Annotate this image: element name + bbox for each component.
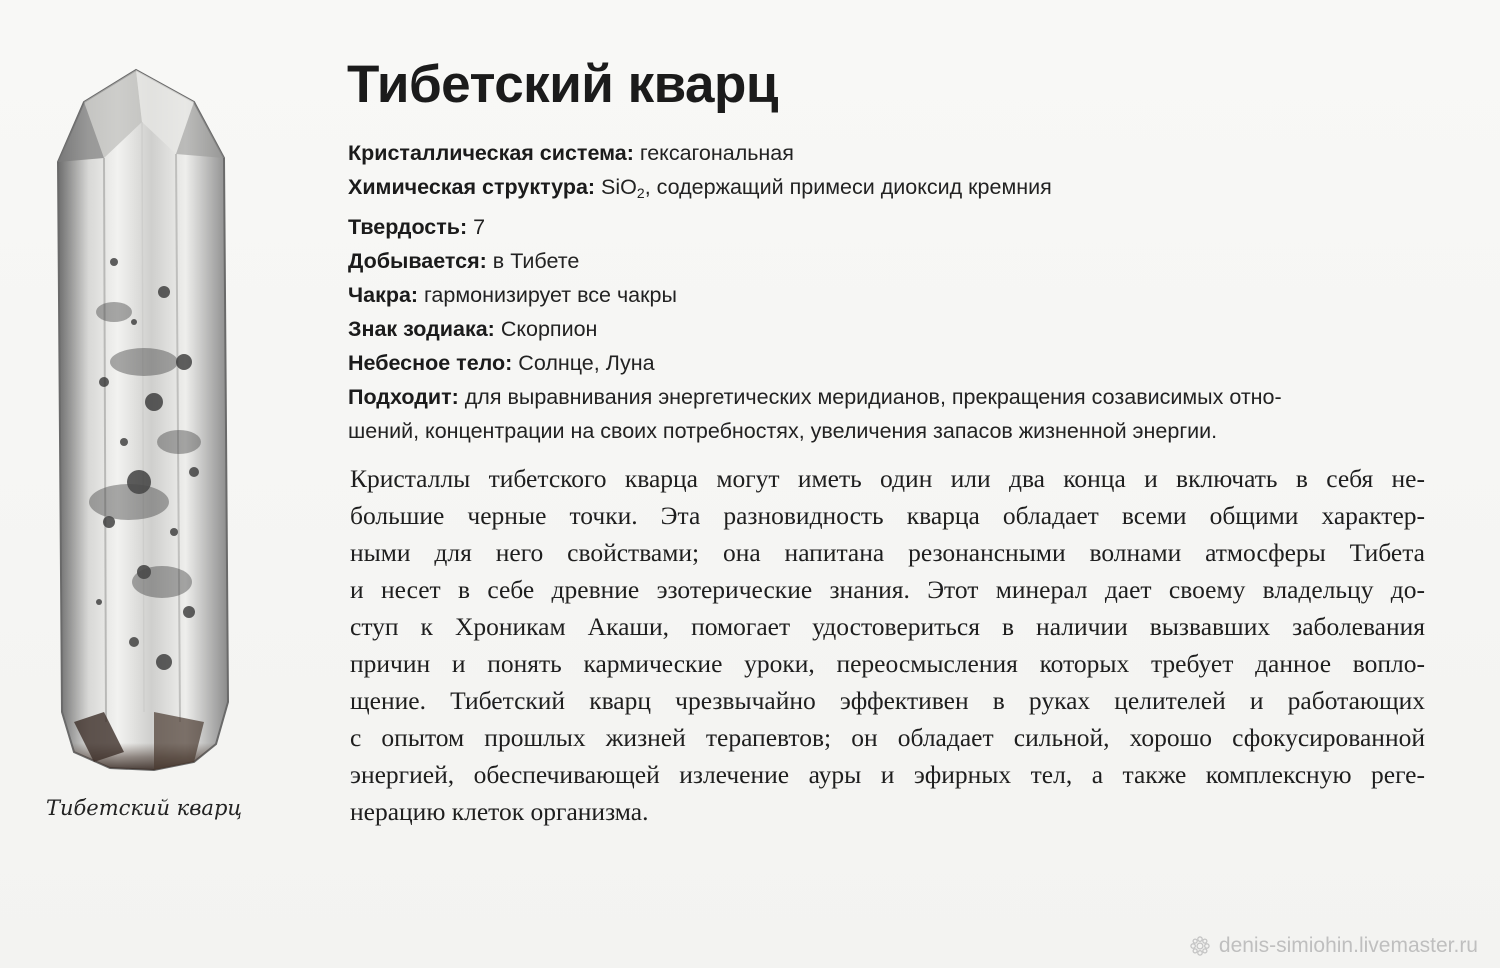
property-value: 7: [467, 215, 486, 239]
property-hardness: [348, 210, 1428, 244]
property-crystal-system: [348, 136, 1428, 170]
property-value: для выравнивания энергетических меридианов, прекращения созависимых отно-: [458, 385, 1282, 409]
property-chakra: [348, 278, 1428, 312]
property-label: Химическая структура:: [348, 175, 596, 199]
property-celestial: [348, 346, 1428, 380]
description-line: большие черные точки. Эта разновидность кварца обладает всеми общими характер-: [350, 501, 1425, 530]
property-label: Добывается:: [348, 249, 487, 273]
property-chemical-structure: [348, 170, 1428, 210]
property-value: Скорпион: [494, 317, 598, 341]
property-label: Чакра:: [348, 283, 419, 307]
property-value: гексагональная: [633, 141, 794, 165]
property-label: Небесное тело:: [348, 351, 513, 375]
property-value: в Тибете: [486, 249, 580, 273]
image-caption: Тибетский кварц: [45, 796, 243, 820]
properties-list: [348, 136, 1428, 448]
property-label: Подходит:: [348, 385, 459, 409]
property-value: гармонизирует все чакры: [418, 283, 677, 307]
formula-main: SiO: [595, 175, 637, 199]
property-label: Кристаллическая система:: [348, 141, 634, 165]
property-suits-line: шений, концентрации на своих потребностях, увеличения запасов жизненной энергии.: [348, 419, 1218, 443]
property-mined: [348, 244, 1428, 278]
property-zodiac: [348, 312, 1428, 346]
gear-flower-icon: [1189, 935, 1211, 957]
description-line: щение. Тибетский кварц чрезвычайно эффективен в руках целителей и работающих: [350, 686, 1425, 715]
description-line: ступ к Хроникам Акаши, помогает удостовериться в наличии вызвавших заболевания: [350, 612, 1425, 641]
description-paragraph: [350, 460, 1425, 830]
page-title: Тибетский кварц: [347, 55, 778, 114]
description-line: причин и понять кармические уроки, переосмысления которых требует данное вопло-: [350, 649, 1425, 678]
description-line: с опытом прошлых жизней терапевтов; он обладает сильной, хорошо сфокусированной: [350, 723, 1425, 752]
property-label: Знак зодиака:: [348, 317, 495, 341]
description-line: Кристаллы тибетского кварца могут иметь один или два конца и включать в себя не-: [350, 464, 1425, 493]
watermark: [1189, 934, 1478, 958]
property-suits-line: [348, 380, 1428, 414]
description-line: энергией, обеспечивающей излечение ауры и эфирных тел, а также комплексную реге-: [350, 760, 1425, 789]
property-suits: [348, 380, 1428, 448]
watermark-text: denis-simiohin.livemaster.ru: [1218, 934, 1478, 957]
description-line: нерацию клеток организма.: [350, 797, 649, 826]
quartz-crystal-image: [44, 62, 244, 774]
description-line: и несет в себе древние эзотерические знания. Этот минерал дает своему владельцу до-: [350, 575, 1425, 604]
property-value: , содержащий примеси диоксид кремния: [644, 175, 1052, 199]
property-label: Твердость:: [348, 215, 468, 239]
formula-subscript: 2: [636, 185, 645, 201]
description-line: ными для него свойствами; она напитана резонансными волнами атмосферы Тибета: [350, 538, 1425, 567]
property-value: Солнце, Луна: [512, 351, 655, 375]
